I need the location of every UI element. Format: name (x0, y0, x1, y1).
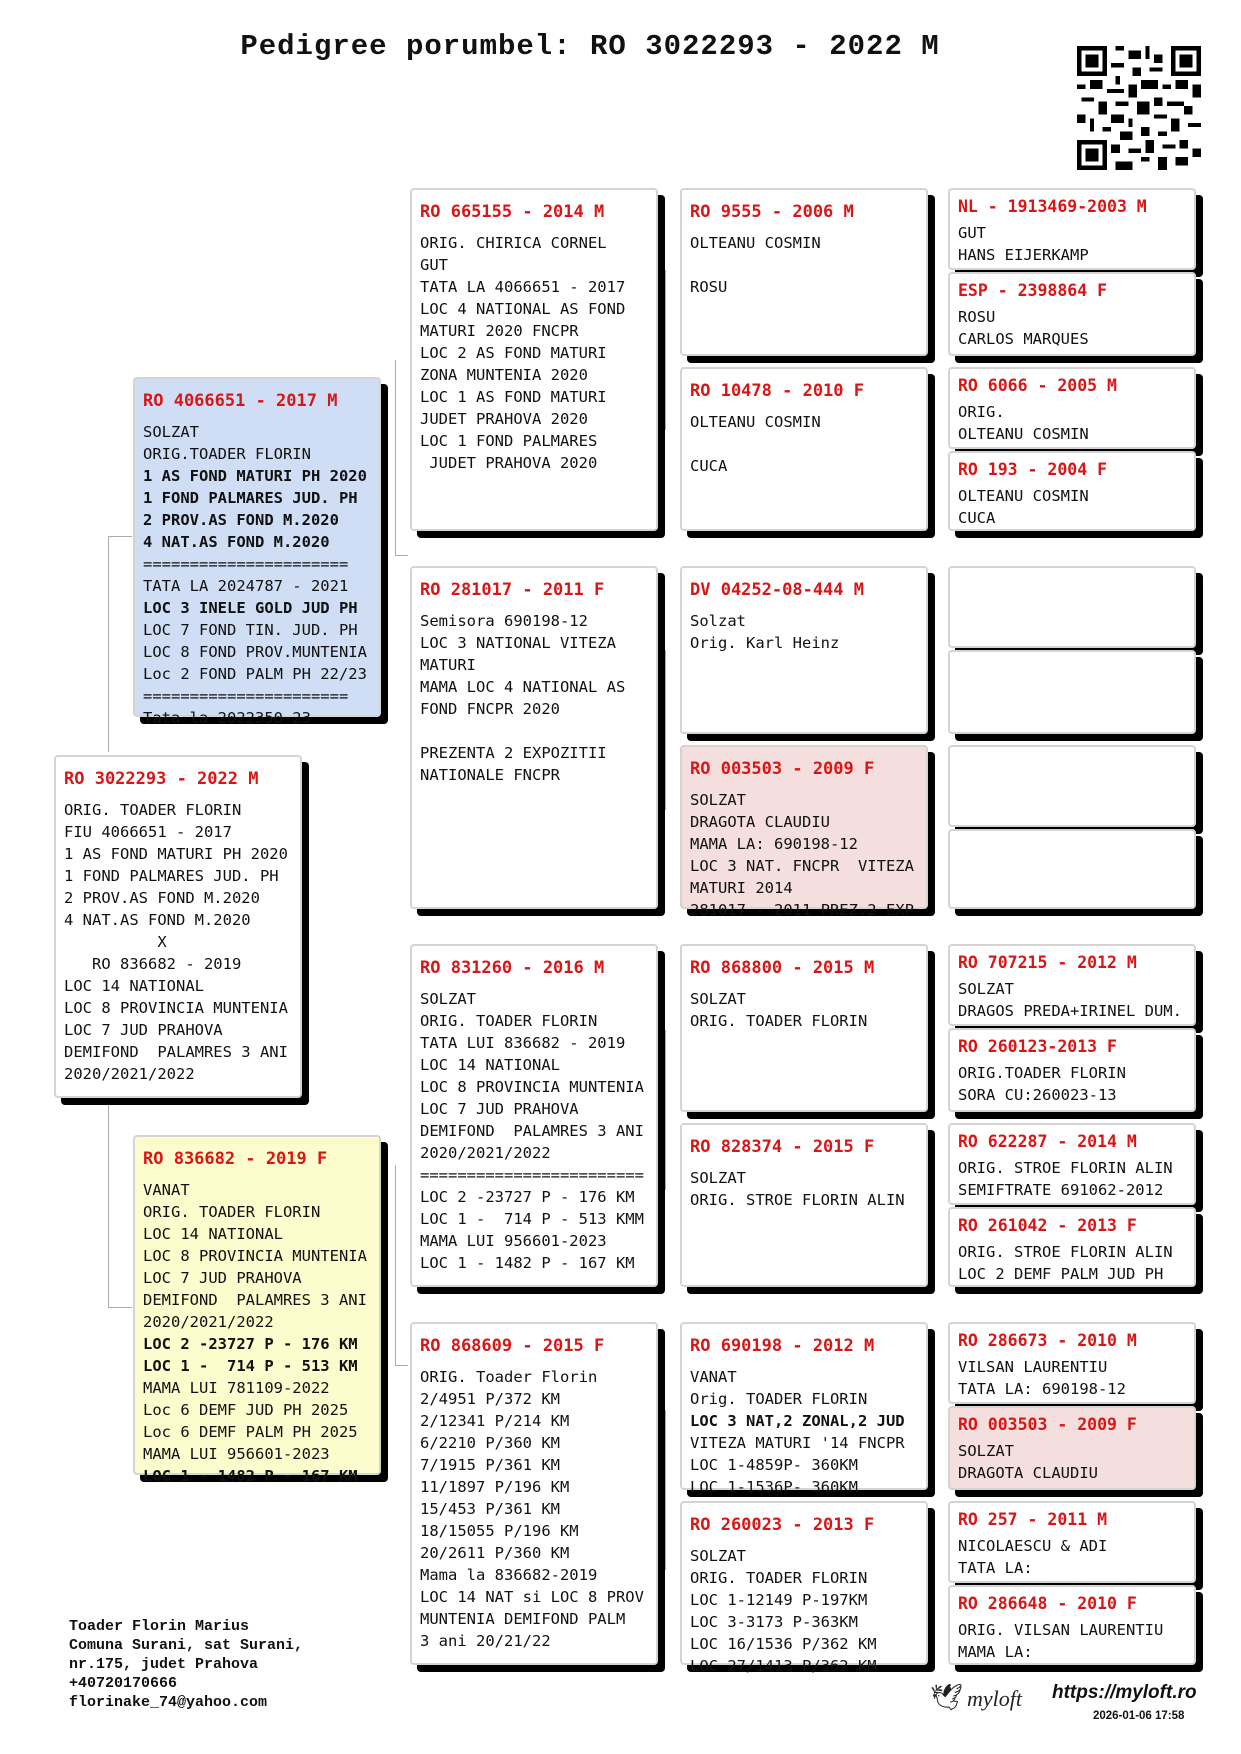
pigeon-card-gen5-5[interactable] (948, 566, 1196, 648)
card-line: ORIG. CHIRICA CORNEL (420, 234, 607, 252)
card-line: TATA LA 2024787 - 2021 (143, 577, 349, 595)
card-line: 6/2210 P/360 KM (420, 1434, 560, 1452)
card-line: MAMA LA: 690198-12 (690, 835, 858, 853)
card-line: DRAGOTA CLAUDIU (690, 813, 830, 831)
card-line: ZONA MUNTENIA 2020 (420, 366, 588, 384)
pigeon-card-gen3-1[interactable] (410, 188, 658, 531)
card-line (690, 433, 918, 455)
card-line: Orig. TOADER FLORIN (690, 1390, 868, 1408)
card-line: LOC 3 NAT. FNCPR VITEZA (690, 857, 914, 875)
card-line: ORIG. TOADER FLORIN (420, 1012, 598, 1030)
card-line: LOC 3 INELE GOLD JUD PH (143, 599, 358, 617)
card-line: JUDET PRAHOVA 2020 (420, 410, 588, 428)
card-line: MAMA LUI 956601-2023 (420, 1232, 607, 1250)
card-line: GUT (420, 256, 448, 274)
card-line: LOC 14 NAT si LOC 8 PROV (420, 1588, 644, 1606)
card-body (682, 600, 926, 654)
card-line: Tata la 2022350-23 (143, 709, 311, 727)
card-body (950, 1435, 1194, 1484)
card-body (950, 575, 1194, 580)
card-line: SOLZAT (958, 1442, 1014, 1460)
pigeon-card-gen4-7[interactable] (680, 1322, 928, 1496)
card-body (135, 411, 379, 729)
card-line: SOLZAT (690, 990, 746, 1008)
card-line: 18/15055 P/196 KM (420, 1522, 579, 1540)
card-body (412, 222, 656, 474)
owner-phone: +40720170666 (69, 1675, 178, 1692)
card-line (690, 254, 918, 276)
ring-number: RO 831260 - 2016 M (420, 958, 605, 978)
card-line: TATA LA: 690198-12 (958, 1380, 1126, 1398)
pigeon-card-gen3-2[interactable] (410, 566, 658, 909)
card-line: CARLOS MARQUES (958, 330, 1089, 348)
pigeon-card-dam[interactable] (133, 1135, 381, 1485)
pigeon-card-gen5-14[interactable] (948, 1406, 1196, 1490)
ring-number: RO 6066 - 2005 M (958, 376, 1117, 395)
card-line: 1 AS FOND MATURI PH 2020 (64, 845, 288, 863)
connector-line (932, 1170, 933, 1250)
card-line: TATA LA: (958, 1559, 1033, 1577)
ring-number (950, 568, 1194, 575)
connector-line (395, 555, 408, 556)
card-body (682, 978, 926, 1032)
card-line: ORIG. (958, 403, 1005, 421)
card-line: 2/4951 P/372 KM (420, 1390, 560, 1408)
ring-number (950, 747, 1194, 754)
pigeon-card-gen5-8[interactable] (948, 829, 1196, 909)
card-line: ORIG. TOADER FLORIN (64, 801, 242, 819)
ring-number (950, 652, 1194, 659)
ring-number: RO 286648 - 2010 F (958, 1594, 1137, 1613)
ring-number: RO 260123-2013 F (958, 1037, 1117, 1056)
card-line: LOC 14 NATIONAL (420, 1056, 560, 1074)
card-line: 2020/2021/2022 (64, 1065, 195, 1083)
card-line: CUCA (690, 457, 728, 475)
connector-line (395, 1365, 408, 1366)
card-line: 1 FOND PALMARES JUD. PH (64, 867, 279, 885)
card-line: LOC 8 PROVINCIA MUNTENIA (420, 1078, 644, 1096)
owner-address-1: Comuna Surani, sat Surani, (69, 1637, 304, 1654)
card-line: Mama la 836682-2019 (420, 1566, 598, 1584)
ring-number: RO 622287 - 2014 M (958, 1132, 1137, 1151)
card-body (950, 659, 1194, 664)
card-body (950, 973, 1194, 1022)
connector-line (108, 1100, 109, 1307)
card-line: 2020/2021/2022 (143, 1313, 274, 1331)
pigeon-card-gen4-4[interactable] (680, 745, 928, 919)
card-line: ORIG. TOADER FLORIN (690, 1012, 868, 1030)
card-line: ORIG. VILSAN LAURENTIU (958, 1621, 1164, 1639)
page-title: Pedigree porumbel: RO 3022293 - 2022 M (240, 30, 940, 63)
card-body (950, 217, 1194, 266)
card-body (135, 1169, 379, 1487)
ring-number: RO 281017 - 2011 F (420, 580, 605, 600)
card-body (950, 838, 1194, 843)
card-line: TATA LA 4066651 - 2017 (420, 278, 626, 296)
connector-line (932, 1540, 933, 1620)
card-line: 2020/2021/2022 (420, 1144, 551, 1162)
ring-number: RO 10478 - 2010 F (690, 381, 864, 401)
card-line: ORIG. Toader Florin (420, 1368, 598, 1386)
card-line: OLTEANU COSMIN (690, 234, 821, 252)
card-line: ORIG.TOADER FLORIN (958, 1064, 1126, 1082)
pigeon-card-gen4-2[interactable] (680, 367, 928, 531)
card-line: NICOLAESCU & ADI (958, 1537, 1108, 1555)
card-line: SOLZAT (143, 423, 199, 441)
card-line: Orig. Karl Heinz (690, 634, 840, 652)
ring-number: RO 3022293 - 2022 M (64, 769, 259, 789)
card-line: DEMIFOND PALAMRES 3 ANI (420, 1122, 644, 1140)
card-line: ORIG. STROE FLORIN ALIN (690, 1191, 905, 1209)
card-line: Solzat (690, 612, 746, 630)
card-line: LOC 3-3173 P-363KM (690, 1613, 858, 1631)
card-line: LOC 1 - 1482 P - 167 KM (143, 1467, 358, 1485)
pigeon-card-gen3-4[interactable] (410, 1322, 658, 1665)
card-line: 1 FOND PALMARES JUD. PH (143, 489, 358, 507)
card-line: LOC 2 -23727 P - 176 KM (143, 1335, 358, 1353)
card-line: LOC 1 AS FOND MATURI (420, 388, 607, 406)
card-line: SEMIFTRATE 691062-2012 (958, 1181, 1164, 1199)
card-line: DEMIFOND PALAMRES 3 ANI (143, 1291, 367, 1309)
pigeon-card-gen4-5[interactable] (680, 944, 928, 1112)
card-line: MAMA LOC 4 NATIONAL AS (420, 678, 626, 696)
pigeon-card-gen4-8[interactable] (680, 1501, 928, 1675)
card-line: HANS EIJERKAMP (958, 246, 1089, 264)
card-line: ======================== (420, 1166, 644, 1184)
card-line: 281017 - 2011 PREZ.2 EXP (690, 901, 914, 919)
card-line: MAMA LA: (958, 1643, 1033, 1661)
card-line: MAMA LUI 781109-2022 (143, 1379, 330, 1397)
card-line: LOC 1 - 714 P - 513 KM (143, 1357, 358, 1375)
connector-line (665, 270, 666, 430)
pigeon-card-gen5-10[interactable] (948, 1028, 1196, 1112)
card-body (950, 1236, 1194, 1285)
card-line: ====================== (143, 555, 349, 573)
card-line: DRAGOTA CLAUDIU (958, 1464, 1098, 1482)
connector-line (932, 420, 933, 500)
card-line: RO 836682 - 2019 (64, 955, 242, 973)
pigeon-card-gen5-13[interactable] (948, 1322, 1196, 1404)
card-body (682, 401, 926, 477)
card-body (56, 789, 300, 1085)
card-line: DRAGOS PREDA+IRINEL DUM. (958, 1002, 1182, 1020)
card-line: VILSAN LAURENTIU (958, 1358, 1108, 1376)
card-line: Loc 6 DEMF JUD PH 2025 (143, 1401, 349, 1419)
owner-name: Toader Florin Marius (69, 1618, 250, 1635)
card-line: PREZENTA 2 EXPOZITII (420, 744, 607, 762)
card-line: LOC 1-4859P- 360KM (690, 1456, 858, 1474)
card-line: JUDET PRAHOVA 2020 (420, 454, 598, 472)
ring-number: RO 257 - 2011 M (958, 1510, 1108, 1529)
pigeon-card-gen5-16[interactable] (948, 1585, 1196, 1665)
ring-number: RO 003503 - 2009 F (958, 1415, 1137, 1434)
card-body (950, 396, 1194, 445)
card-body (412, 600, 656, 786)
ring-number: RO 836682 - 2019 F (143, 1149, 328, 1169)
card-line: SOLZAT (690, 791, 746, 809)
owner-contact (69, 1617, 303, 1712)
card-body (950, 1351, 1194, 1400)
card-body (682, 1356, 926, 1498)
card-line: CUCA (958, 509, 996, 527)
pigeon-card-gen5-1[interactable] (948, 188, 1196, 270)
card-line: 2 PROV.AS FOND M.2020 (143, 511, 339, 529)
connector-line (395, 1165, 396, 1365)
card-line: Loc 6 DEMF PALM PH 2025 (143, 1423, 358, 1441)
card-body (950, 754, 1194, 759)
card-line: GUT (958, 224, 986, 242)
ring-number: RO 003503 - 2009 F (690, 759, 875, 779)
brand-logo (930, 1683, 1022, 1713)
pigeon-card-gen5-6[interactable] (948, 650, 1196, 734)
pigeon-card-gen4-6[interactable] (680, 1123, 928, 1287)
card-line: Loc 2 FOND PALM PH 22/23 (143, 665, 367, 683)
card-line: LOC 3 NAT,2 ZONAL,2 JUD (690, 1412, 905, 1430)
card-line: 7/1915 P/361 KM (420, 1456, 560, 1474)
ring-number (950, 831, 1194, 838)
connector-line (932, 990, 933, 1070)
card-line: MATURI 2020 FNCPR (420, 322, 579, 340)
ring-number: RO 690198 - 2012 M (690, 1336, 875, 1356)
card-line: ORIG. TOADER FLORIN (143, 1203, 321, 1221)
card-body (950, 1614, 1194, 1663)
ring-number: RO 260023 - 2013 F (690, 1515, 875, 1535)
card-line: 20/2611 P/360 KM (420, 1544, 570, 1562)
brand-logo-text: myloft (967, 1686, 1023, 1711)
card-line: LOC 2 -23727 P - 176 KM (420, 1188, 635, 1206)
card-line: OLTEANU COSMIN (958, 487, 1089, 505)
connector-line (665, 1410, 666, 1570)
pigeon-card-gen5-3[interactable] (948, 367, 1196, 449)
card-line: SORA CU:260023-13 (958, 1086, 1117, 1104)
card-line: MATURI 2014 (690, 879, 793, 897)
card-body (412, 978, 656, 1274)
ring-number: RO 868800 - 2015 M (690, 958, 875, 978)
ring-number: DV 04252-08-444 M (690, 580, 864, 600)
ring-number: RO 286673 - 2010 M (958, 1331, 1137, 1350)
card-line: Semisora 690198-12 (420, 612, 588, 630)
card-line: ====================== (143, 687, 349, 705)
card-line: LOC 7 FOND TIN. JUD. PH (143, 621, 358, 639)
card-line: LOC 1 - 1482 P - 167 KM (420, 1254, 635, 1272)
ring-number: RO 9555 - 2006 M (690, 202, 854, 222)
card-line: 15/453 P/361 KM (420, 1500, 560, 1518)
card-line: LOC 2 AS FOND MATURI (420, 344, 607, 362)
card-body (682, 779, 926, 921)
pigeon-card-sire[interactable] (133, 377, 381, 727)
ring-number: RO 828374 - 2015 F (690, 1137, 875, 1157)
connector-line (108, 536, 109, 752)
card-line: LOC 7 JUD PRAHOVA (64, 1021, 223, 1039)
pigeon-card-gen5-7[interactable] (948, 745, 1196, 827)
timestamp: 2026-01-06 17:58 (1093, 1710, 1185, 1722)
card-line: ROSU (958, 308, 996, 326)
card-line: LOC 27/1413 P/362 KM (690, 1657, 877, 1675)
card-line: MATURI (420, 656, 476, 674)
pigeon-card-gen4-3[interactable] (680, 566, 928, 734)
card-line: LOC 1 FOND PALMARES (420, 432, 598, 450)
qr-code (1077, 46, 1201, 170)
card-line (420, 720, 648, 742)
connector-line (108, 536, 132, 537)
ring-number: RO 665155 - 2014 M (420, 202, 605, 222)
ring-number: RO 193 - 2004 F (958, 460, 1108, 479)
card-line: TATA LUI 836682 - 2019 (420, 1034, 626, 1052)
card-line: OLTEANU COSMIN (690, 413, 821, 431)
card-line: 1 AS FOND MATURI PH 2020 (143, 467, 367, 485)
card-body (950, 1057, 1194, 1106)
card-line: LOC 7 JUD PRAHOVA (143, 1269, 302, 1287)
connector-line (665, 1030, 666, 1190)
card-line: MUNTENIA DEMIFOND PALM (420, 1610, 626, 1628)
card-line: 4 NAT.AS FOND M.2020 (64, 911, 251, 929)
card-line: LOC 1-1536P- 360KM (690, 1478, 858, 1496)
pigeon-card-gen5-2[interactable] (948, 272, 1196, 356)
connector-line (108, 1307, 132, 1308)
card-line: FOND FNCPR 2020 (420, 700, 560, 718)
card-line: LOC 3 NATIONAL VITEZA (420, 634, 616, 652)
card-line: ORIG.TOADER FLORIN (143, 445, 311, 463)
card-line: VANAT (143, 1181, 190, 1199)
card-body (950, 1152, 1194, 1201)
ring-number: ESP - 2398864 F (958, 281, 1108, 300)
card-line: SOLZAT (420, 990, 476, 1008)
owner-address-2: nr.175, judet Prahova (69, 1656, 259, 1673)
card-line: 3 ani 20/21/22 (420, 1632, 551, 1650)
card-line: LOC 14 NATIONAL (64, 977, 204, 995)
card-line: LOC 8 FOND PROV.MUNTENIA (143, 643, 367, 661)
connector-line (395, 360, 396, 555)
card-body (412, 1356, 656, 1652)
pigeon-card-gen5-15[interactable] (948, 1501, 1196, 1583)
card-line: LOC 8 PROVINCIA MUNTENIA (64, 999, 288, 1017)
card-line: FIU 4066651 - 2017 (64, 823, 232, 841)
card-line: LOC 14 NATIONAL (143, 1225, 283, 1243)
connector-line (665, 650, 666, 810)
card-line: LOC 8 PROVINCIA MUNTENIA (143, 1247, 367, 1265)
card-line: 11/1897 P/196 KM (420, 1478, 570, 1496)
owner-email: florinake_74@yahoo.com (69, 1694, 268, 1711)
card-line: 2/12341 P/214 KM (420, 1412, 570, 1430)
pigeon-card-gen5-4[interactable] (948, 451, 1196, 531)
card-body (950, 301, 1194, 350)
card-line: SOLZAT (690, 1169, 746, 1187)
pigeon-card-gen5-11[interactable] (948, 1123, 1196, 1205)
card-line: ORIG. TOADER FLORIN (690, 1569, 868, 1587)
pigeon-card-gen5-9[interactable] (948, 944, 1196, 1026)
card-line: LOC 1 - 714 P - 513 KMM (420, 1210, 644, 1228)
card-line: LOC 4 NATIONAL AS FOND (420, 300, 626, 318)
card-body (950, 480, 1194, 529)
card-line: ORIG. STROE FLORIN ALIN (958, 1159, 1173, 1177)
card-line: LOC 16/1536 P/362 KM (690, 1635, 877, 1653)
pigeon-icon: 🕊 (930, 1683, 964, 1712)
card-line: VITEZA MATURI '14 FNCPR (690, 1434, 905, 1452)
ring-number: NL - 1913469-2003 M (958, 197, 1147, 216)
ring-number: RO 868609 - 2015 F (420, 1336, 605, 1356)
card-line: NATIONALE FNCPR (420, 766, 560, 784)
pigeon-card-gen5-12[interactable] (948, 1207, 1196, 1287)
ring-number: RO 707215 - 2012 M (958, 953, 1137, 972)
card-line: 2 PROV.AS FOND M.2020 (64, 889, 260, 907)
card-line: X (64, 933, 167, 951)
pigeon-card-gen3-3[interactable] (410, 944, 658, 1287)
card-line: SOLZAT (958, 980, 1014, 998)
card-body (950, 1530, 1194, 1579)
connector-line (932, 240, 933, 320)
card-body (682, 1535, 926, 1677)
pigeon-card-gen4-1[interactable] (680, 188, 928, 356)
card-line: ROSU (690, 278, 728, 296)
card-line: LOC 1-12149 P-197KM (690, 1591, 868, 1609)
pigeon-card-subject[interactable] (54, 755, 302, 1098)
card-line: MAMA LUI 956601-2023 (143, 1445, 330, 1463)
site-link[interactable]: https://myloft.ro (1052, 1682, 1197, 1703)
card-body (682, 222, 926, 298)
card-line: DEMIFOND PALAMRES 3 ANI (64, 1043, 288, 1061)
card-line: OLTEANU COSMIN (958, 425, 1089, 443)
card-line: ORIG. STROE FLORIN ALIN (958, 1243, 1173, 1261)
connector-line (932, 1360, 933, 1440)
ring-number: RO 4066651 - 2017 M (143, 391, 338, 411)
ring-number: RO 261042 - 2013 F (958, 1216, 1137, 1235)
card-line: VANAT (690, 1368, 737, 1386)
card-line: LOC 2 DEMF PALM JUD PH (958, 1265, 1164, 1283)
card-line: SOLZAT (690, 1547, 746, 1565)
card-body (682, 1157, 926, 1211)
card-line: 4 NAT.AS FOND M.2020 (143, 533, 330, 551)
card-line: LOC 7 JUD PRAHOVA (420, 1100, 579, 1118)
